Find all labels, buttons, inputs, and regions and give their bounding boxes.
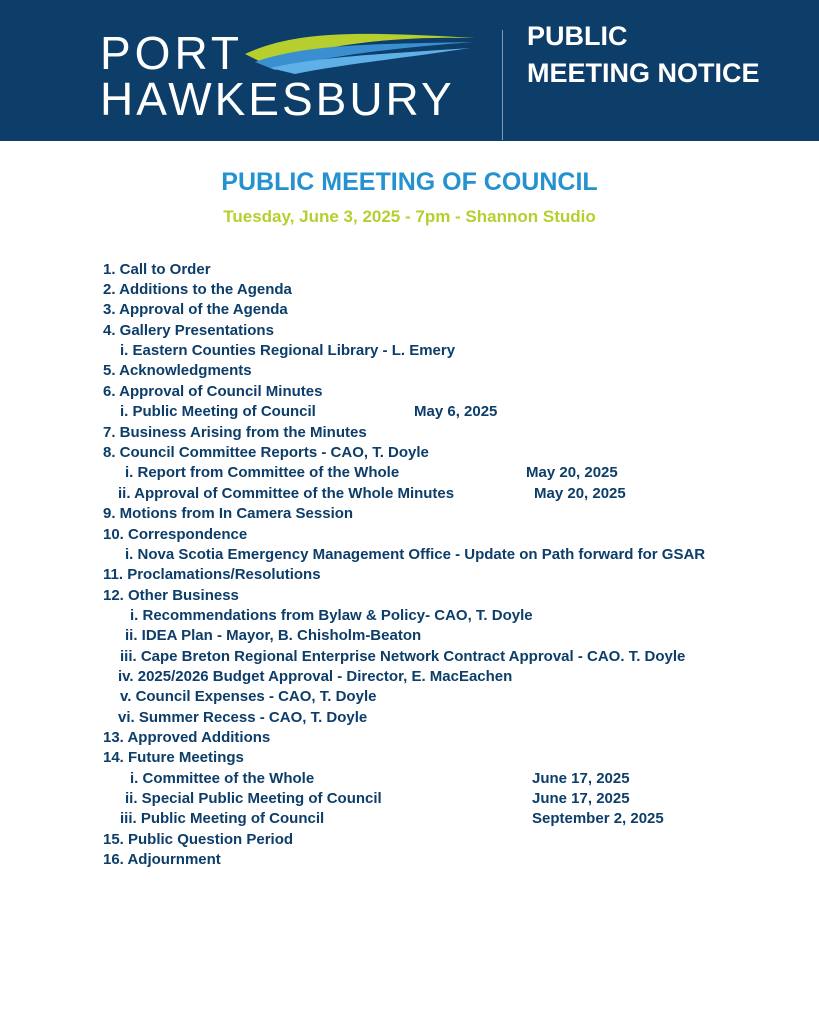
agenda-item: i. Report from Committee of the Whole xyxy=(125,464,400,481)
agenda-item: i. Eastern Counties Regional Library - L. Emery xyxy=(120,342,456,359)
agenda-item: i. Recommendations from Bylaw & Policy- CAO, T. Doyle xyxy=(130,607,533,624)
agenda-item: 14. Future Meetings xyxy=(103,749,244,766)
agenda-item: v. Council Expenses - CAO, T. Doyle xyxy=(120,688,377,705)
agenda-item: 10. Correspondence xyxy=(103,526,248,543)
agenda-item: 1. Call to Order xyxy=(103,261,211,278)
agenda-item: 7. Business Arising from the Minutes xyxy=(103,424,367,441)
agenda-item: 12. Other Business xyxy=(103,587,239,604)
agenda-item-date: May 20, 2025 xyxy=(534,485,626,502)
agenda-item: 6. Approval of Council Minutes xyxy=(103,383,323,400)
agenda-item: 5. Acknowledgments xyxy=(103,362,252,379)
agenda-item: 15. Public Question Period xyxy=(103,831,294,848)
agenda-item: 16. Adjournment xyxy=(103,851,221,868)
agenda-item: 9. Motions from In Camera Session xyxy=(103,505,354,522)
meeting-subtitle: Tuesday, June 3, 2025 - 7pm - Shannon Studio xyxy=(223,207,596,226)
agenda-item: ii. Special Public Meeting of Council xyxy=(125,790,382,807)
notice-line-1: PUBLIC xyxy=(527,21,628,51)
agenda-item-date: June 17, 2025 xyxy=(532,770,630,787)
agenda-item: 8. Council Committee Reports - CAO, T. Doyle xyxy=(103,444,429,461)
agenda-item-date: June 17, 2025 xyxy=(532,790,630,807)
agenda-item: ii. IDEA Plan - Mayor, B. Chisholm-Beaton xyxy=(125,627,422,644)
agenda-item: 4. Gallery Presentations xyxy=(103,322,274,339)
agenda-item: ii. Approval of Committee of the Whole Minutes xyxy=(118,485,455,502)
agenda-item: iv. 2025/2026 Budget Approval - Director, E. MacEachen xyxy=(118,668,513,685)
agenda-item: 13. Approved Additions xyxy=(103,729,271,746)
agenda-item: iii. Cape Breton Regional Enterprise Network Contract Approval - CAO. T. Doyle xyxy=(120,648,686,665)
agenda-item: i. Public Meeting of Council xyxy=(120,403,316,420)
agenda-item-date: September 2, 2025 xyxy=(532,810,664,827)
agenda-item: 2. Additions to the Agenda xyxy=(103,281,292,298)
agenda-item: vi. Summer Recess - CAO, T. Doyle xyxy=(118,709,368,726)
agenda-item-date: May 6, 2025 xyxy=(414,403,498,420)
logo-text-port: PORT xyxy=(100,27,243,79)
agenda-item: i. Nova Scotia Emergency Management Office - Update on Path forward for GSAR xyxy=(125,546,706,563)
logo-text-hawkesbury: HAWKESBURY xyxy=(100,73,455,125)
agenda-item: 11. Proclamations/Resolutions xyxy=(103,566,321,583)
page-title: PUBLIC MEETING OF COUNCIL xyxy=(221,168,598,196)
agenda-item: 3. Approval of the Agenda xyxy=(103,301,288,318)
agenda-item: iii. Public Meeting of Council xyxy=(120,810,325,827)
agenda-item: i. Committee of the Whole xyxy=(130,770,315,787)
notice-line-2: MEETING NOTICE xyxy=(527,58,760,88)
agenda-item-date: May 20, 2025 xyxy=(526,464,618,481)
